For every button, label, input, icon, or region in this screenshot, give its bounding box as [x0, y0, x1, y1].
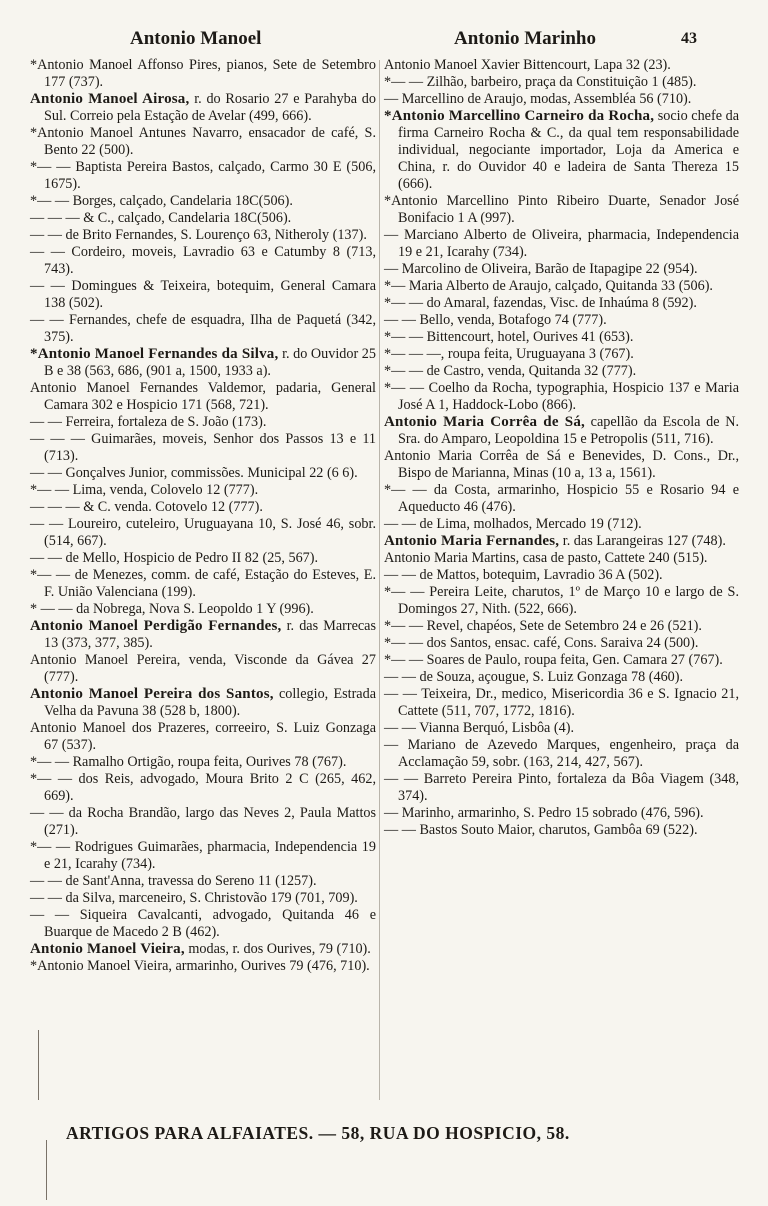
entry-text: Antonio Manoel Fernandes Valdemor, padaria, General Camara 302 e Hospicio 171 (568, 721). [30, 380, 376, 413]
entry-text: — — Domingues & Teixeira, botequim, General Camara 138 (502). [30, 278, 376, 311]
entry-text: — — Bello, venda, Botafogo 74 (777). [384, 312, 607, 328]
entry-text: *— — de Menezes, comm. de café, Estação do Esteves, E. F. União Valenciana (199). [30, 567, 376, 600]
directory-entry [384, 822, 739, 839]
directory-entry [384, 618, 739, 635]
entry-text: r. das Marrecas 13 (373, 377, 385). [44, 618, 376, 651]
entry-text: Antonio Manoel Xavier Bittencourt, Lapa 32 (23). [384, 57, 671, 73]
entry-text: — — Vianna Berquó, Lisbôa (4). [384, 720, 574, 736]
entry-text: — — de Sant'Anna, travessa do Sereno 11 (1257). [30, 873, 317, 889]
directory-entry [384, 414, 739, 448]
directory-entry [30, 312, 376, 346]
entry-text: — Mariano de Azevedo Marques, engenheiro, praça da Acclamação 59, sobr. (163, 214, 427, 567). [384, 737, 739, 770]
directory-entry [30, 278, 376, 312]
entry-text: *— — Lima, venda, Colovelo 12 (777). [30, 482, 259, 498]
entry-name-bold: Antonio Manoel Pereira dos Santos, [30, 686, 274, 702]
entry-text: — — Cordeiro, moveis, Lavradio 63 e Catumby 8 (713, 743). [30, 244, 376, 277]
entry-text: — — Loureiro, cuteleiro, Uruguayana 10, S. José 46, sobr. (514, 667). [30, 516, 376, 549]
directory-entry [30, 414, 376, 431]
entry-text: r. do Ouvidor 25 B e 38 (563, 686, (901 a, 1500, 1933 a). [44, 346, 376, 379]
directory-entry [384, 669, 739, 686]
entry-text: *— — Baptista Pereira Bastos, calçado, Carmo 30 E (506, 1675). [30, 159, 376, 192]
directory-entry [384, 193, 739, 227]
directory-entry [30, 346, 376, 380]
directory-entry [30, 159, 376, 193]
entry-text: *— — do Amaral, fazendas, Visc. de Inhaúma 8 (592). [384, 295, 697, 311]
directory-entry [384, 227, 739, 261]
directory-entry [30, 771, 376, 805]
entry-text: — — da Silva, marceneiro, S. Christovão 179 (701, 709). [30, 890, 358, 906]
directory-entry [384, 278, 739, 295]
entry-text: — — — & C., calçado, Candelaria 18C(506). [30, 210, 292, 226]
entry-text: Antonio Manoel dos Prazeres, correeiro, S. Luiz Gonzaga 67 (537). [30, 720, 376, 753]
directory-entry [384, 74, 739, 91]
directory-entry [384, 737, 739, 771]
directory-entry [384, 550, 739, 567]
directory-entry [384, 329, 739, 346]
directory-entry [30, 567, 376, 601]
directory-entry [384, 686, 739, 720]
entry-text: — — de Brito Fernandes, S. Lourenço 63, Nitheroly (137). [30, 227, 367, 243]
entry-text: *— — da Costa, armarinho, Hospicio 55 e Rosario 94 e Aqueducto 46 (476). [384, 482, 739, 515]
directory-entry [30, 244, 376, 278]
entry-text: *— — Ramalho Ortigão, roupa feita, Ourives 78 (767). [30, 754, 347, 770]
entry-text: — — Ferreira, fortaleza de S. João (173). [30, 414, 267, 430]
directory-entry [30, 958, 376, 975]
directory-entry [30, 754, 376, 771]
entry-name-bold: Antonio Manoel Perdigão Fernandes, [30, 618, 282, 634]
entry-text: *— — Revel, chapéos, Sete de Setembro 24 e 26 (521). [384, 618, 702, 634]
directory-entry [384, 108, 739, 193]
directory-entry [30, 601, 376, 618]
entry-name-bold: Antonio Maria Fernandes, [384, 533, 560, 549]
entry-text: — — Siqueira Cavalcanti, advogado, Quitanda 46 e Buarque de Macedo 2 B (462). [30, 907, 376, 940]
entry-text: — — Gonçalves Junior, commissões. Municipal 22 (6 6). [30, 465, 358, 481]
entry-text: * — — da Nobrega, Nova S. Leopoldo 1 Y (996). [30, 601, 314, 617]
directory-entry [384, 57, 739, 74]
directory-entry [30, 652, 376, 686]
entry-text: — — de Mattos, botequim, Lavradio 36 A (502). [384, 567, 663, 583]
entry-text: — Marciano Alberto de Oliveira, pharmacia, Independencia 19 e 21, Icarahy (734). [384, 227, 739, 260]
entry-name-bold: Antonio Manoel Airosa, [30, 91, 190, 107]
directory-entry [384, 516, 739, 533]
entry-text: *— — Bittencourt, hotel, Ourives 41 (653). [384, 329, 634, 345]
directory-entry [30, 482, 376, 499]
entry-text: *— — Borges, calçado, Candelaria 18C(506). [30, 193, 293, 209]
entry-text: *— — dos Santos, ensac. café, Cons. Saraiva 24 (500). [384, 635, 699, 651]
entry-text: — — Bastos Souto Maior, charutos, Gambôa 69 (522). [384, 822, 698, 838]
directory-entry [384, 482, 739, 516]
left-column [30, 57, 376, 975]
directory-entry [30, 839, 376, 873]
header-right-title: Antonio Marinho [454, 28, 596, 49]
directory-entry [30, 805, 376, 839]
directory-entry [384, 533, 739, 550]
entry-text: — — Fernandes, chefe de esquadra, Ilha de Paquetá (342, 375). [30, 312, 376, 345]
entry-text: *— — Rodrigues Guimarães, pharmacia, Independencia 19 e 21, Icarahy (734). [30, 839, 376, 872]
directory-entry [30, 227, 376, 244]
entry-text: *— — Soares de Paulo, roupa feita, Gen. Camara 27 (767). [384, 652, 723, 668]
directory-entry [384, 448, 739, 482]
directory-entry [30, 91, 376, 125]
entry-text: — Marinho, armarinho, S. Pedro 15 sobrado (476, 596). [384, 805, 704, 821]
directory-entry [30, 941, 376, 958]
directory-entry [30, 516, 376, 550]
directory-entry [384, 805, 739, 822]
directory-entry [384, 261, 739, 278]
entry-text: — — — Guimarães, moveis, Senhor dos Passos 13 e 11 (713). [30, 431, 376, 464]
directory-entry [30, 890, 376, 907]
entry-text: r. do Rosario 27 e Parahyba do Sul. Correio pela Estação de Avelar (499, 666). [44, 91, 376, 124]
entry-text: Antonio Maria Martins, casa de pasto, Cattete 240 (515). [384, 550, 708, 566]
margin-mark [38, 1030, 39, 1100]
directory-entry [30, 686, 376, 720]
column-divider [379, 60, 380, 1100]
entry-text: *— — de Castro, venda, Quitanda 32 (777). [384, 363, 637, 379]
directory-entry [30, 499, 376, 516]
entry-name-bold: Antonio Manoel Vieira, [30, 941, 185, 957]
entry-text: *— — Zilhão, barbeiro, praça da Constituição 1 (485). [384, 74, 697, 90]
directory-entry [384, 652, 739, 669]
directory-entry [30, 465, 376, 482]
directory-entry [30, 380, 376, 414]
entry-text: *Antonio Manoel Antunes Navarro, ensacador de café, S. Bento 22 (500). [30, 125, 376, 158]
entry-text: *Antonio Manoel Vieira, armarinho, Ourives 79 (476, 710). [30, 958, 370, 974]
page-header [0, 28, 768, 50]
directory-entry [384, 346, 739, 363]
directory-entry [384, 567, 739, 584]
entry-text: socio chefe da firma Carneiro Rocha & C., da qual tem responsabilidade individual, negociante importador, Loja da America e China, r. do Ouvidor 40 e ladeira de Santa Thereza 15 (666). [398, 108, 739, 192]
entry-text: — — Barreto Pereira Pinto, fortaleza da Bôa Viagem (348, 374). [384, 771, 739, 804]
directory-entry [384, 380, 739, 414]
directory-entry [30, 550, 376, 567]
directory-entry [30, 907, 376, 941]
directory-entry [30, 210, 376, 227]
entry-text: Antonio Manoel Pereira, venda, Visconde da Gávea 27 (777). [30, 652, 376, 685]
entry-name-bold: Antonio Maria Corrêa de Sá, [384, 414, 585, 430]
entry-text: collegio, Estrada Velha da Pavuna 38 (528 b, 1800). [44, 686, 376, 719]
entry-text: capellão da Escola de N. Sra. do Amparo, Leopoldina 15 e Petropolis (511, 716). [398, 414, 739, 447]
entry-text: *Antonio Manoel Affonso Pires, pianos, Sete de Setembro 177 (737). [30, 57, 376, 90]
directory-entry [384, 720, 739, 737]
margin-mark [46, 1140, 47, 1200]
directory-entry [30, 125, 376, 159]
header-left-title: Antonio Manoel [130, 28, 262, 49]
directory-entry [30, 873, 376, 890]
entry-name-bold: *Antonio Manoel Fernandes da Silva, [30, 346, 279, 362]
directory-entry [30, 720, 376, 754]
directory-entry [384, 312, 739, 329]
directory-entry [384, 363, 739, 380]
entry-text: r. das Larangeiras 127 (748). [559, 533, 726, 549]
entry-text: — — da Rocha Brandão, largo das Neves 2, Paula Mattos (271). [30, 805, 376, 838]
entry-text: — — de Mello, Hospicio de Pedro II 82 (25, 567). [30, 550, 319, 566]
entry-text: modas, r. dos Ourives, 79 (710). [184, 941, 371, 957]
directory-entry [30, 431, 376, 465]
directory-entry [30, 618, 376, 652]
entry-text: — — — & C. venda. Cotovelo 12 (777). [30, 499, 263, 515]
entry-text: *— — dos Reis, advogado, Moura Brito 2 C (265, 462, 669). [30, 771, 376, 804]
right-column [384, 57, 739, 839]
entry-text: *— — Pereira Leite, charutos, 1º de Março 10 e largo de S. Domingos 27, Nith. (522, 666). [384, 584, 739, 617]
entry-text: — — Teixeira, Dr., medico, Misericordia 36 e S. Ignacio 21, Cattete (511, 707, 1772, 1816). [384, 686, 739, 719]
entry-name-bold: *Antonio Marcellino Carneiro da Rocha, [384, 108, 655, 124]
directory-entry [384, 635, 739, 652]
entry-text: — — de Lima, molhados, Mercado 19 (712). [384, 516, 642, 532]
entry-text: — Marcellino de Araujo, modas, Assembléa 56 (710). [384, 91, 692, 107]
directory-entry [30, 193, 376, 210]
entry-text: *Antonio Marcellino Pinto Ribeiro Duarte, Senador José Bonifacio 1 A (997). [384, 193, 739, 226]
page-footer: ARTIGOS PARA ALFAIATES. — 58, RUA DO HOSPICIO, 58. [66, 1123, 570, 1143]
entry-text: Antonio Maria Corrêa de Sá e Benevides, D. Cons., Dr., Bispo de Marianna, Minas (10 a, 13 a, 1561). [384, 448, 739, 481]
page-number: 43 [681, 30, 697, 47]
entry-text: *— — —, roupa feita, Uruguayana 3 (767). [384, 346, 634, 362]
entry-text: *— — Coelho da Rocha, typographia, Hospicio 137 e Maria José A 1, Haddock-Lobo (866). [384, 380, 739, 413]
entry-text: — Marcolino de Oliveira, Barão de Itapagipe 22 (954). [384, 261, 698, 277]
directory-entry [384, 771, 739, 805]
directory-entry [30, 57, 376, 91]
entry-text: *— Maria Alberto de Araujo, calçado, Quitanda 33 (506). [384, 278, 713, 294]
directory-entry [384, 584, 739, 618]
directory-entry [384, 295, 739, 312]
entry-text: — — de Souza, açougue, S. Luiz Gonzaga 78 (460). [384, 669, 684, 685]
directory-entry [384, 91, 739, 108]
